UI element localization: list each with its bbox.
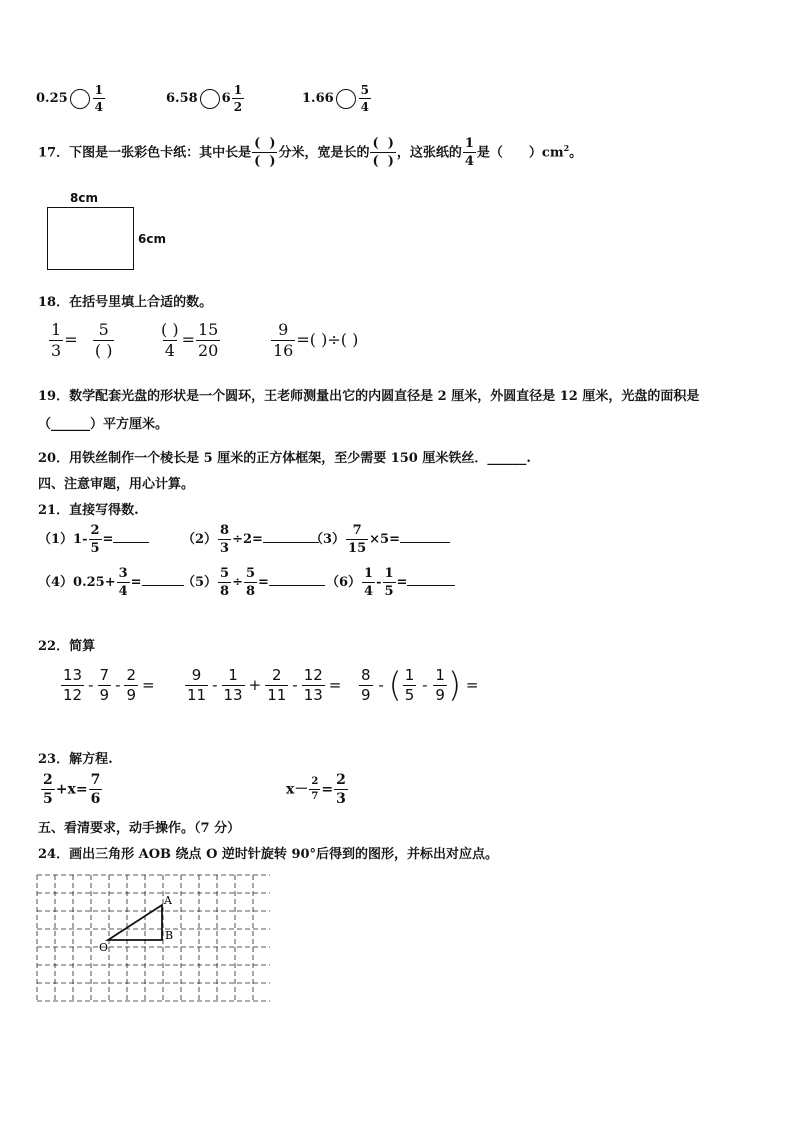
compare-left: 6.58 bbox=[166, 91, 198, 106]
fraction: $\frac{2}{5}$ bbox=[90, 523, 100, 556]
fraction: $\frac{1}{3}$ bbox=[51, 320, 62, 360]
q21-item-4: （4）0.25+ $\frac{3}{4}$ = bbox=[38, 567, 184, 598]
q17-mid2: ，这张纸的 bbox=[396, 145, 462, 161]
fraction: $\frac{15}{20}$ bbox=[197, 320, 219, 360]
label-a: A bbox=[164, 894, 172, 907]
operator: - bbox=[378, 676, 384, 694]
q23-title: 23．解方程. bbox=[38, 752, 113, 767]
question-17 bbox=[38, 128, 582, 173]
fraction: $\frac{12}{13}$ bbox=[303, 666, 323, 704]
label-b: B bbox=[165, 929, 174, 942]
card-rectangle bbox=[47, 207, 134, 270]
fraction[interactable]: $\frac{( )}{4}$ bbox=[161, 320, 179, 360]
compare-circle[interactable] bbox=[336, 89, 356, 109]
q24-title: 24．画出三角形 AOB 绕点 O 逆时针旋转 90°后得到的图形，并标出对应点。 bbox=[38, 847, 499, 862]
q18-expr-1 bbox=[48, 322, 130, 359]
fraction: $\frac{7}{6}$ bbox=[90, 772, 101, 807]
triangle-aob bbox=[108, 905, 162, 940]
section-5-title: 五、看清要求，动手操作。（7 分） bbox=[38, 821, 241, 836]
operator: - bbox=[115, 676, 121, 694]
compare-left: 1.66 bbox=[302, 91, 334, 106]
q21-item-5: （5） $\frac{5}{8}$ ÷ $\frac{5}{8}$ = bbox=[182, 567, 325, 598]
q18-expr-2 bbox=[158, 322, 221, 359]
fraction: $\frac{1}{9}$ bbox=[435, 666, 445, 704]
fraction: $\frac{5}{4}$ bbox=[360, 83, 370, 114]
q17-mid1: 分米，宽是长的 bbox=[278, 145, 370, 161]
answer-blank[interactable] bbox=[269, 585, 325, 586]
q17-prefix: 17．下图是一张彩色卡纸：其中长是 bbox=[38, 145, 252, 161]
q22-expr-1 bbox=[60, 668, 158, 703]
operator: + bbox=[248, 676, 262, 694]
fraction: $\frac{2}{5}$ bbox=[43, 772, 53, 807]
fraction: $\frac{1}{13}$ bbox=[223, 666, 243, 704]
answer-blank[interactable] bbox=[142, 585, 184, 586]
q17-end: 。 bbox=[569, 145, 583, 161]
q22-expr-3 bbox=[358, 665, 479, 706]
blank-fraction[interactable]: $\frac{( )}{( )}$ bbox=[372, 136, 394, 170]
q21-item-2: （2） $\frac{8}{3}$ ÷2= bbox=[182, 524, 319, 555]
fraction: $\frac{1}{5}$ bbox=[384, 566, 394, 599]
equals: = bbox=[142, 676, 155, 694]
left-paren: ( bbox=[388, 665, 402, 706]
fraction: $\frac{2}{3}$ bbox=[336, 772, 346, 807]
label-o: O bbox=[99, 941, 109, 954]
mixed-whole: 6 bbox=[221, 91, 231, 106]
compare-circle[interactable] bbox=[70, 89, 90, 109]
equals: = bbox=[64, 330, 78, 349]
q23-eq-2: x－ $\frac{2}{7}$ = $\frac{2}{3}$ bbox=[286, 772, 346, 807]
fraction: $\frac{1}{5}$ bbox=[404, 666, 415, 704]
answer-blank[interactable] bbox=[113, 542, 149, 543]
compare-circle[interactable] bbox=[200, 89, 220, 109]
fraction: $\frac{9}{11}$ bbox=[187, 666, 207, 704]
dashed-grid bbox=[37, 875, 270, 1001]
fraction: $\frac{2}{9}$ bbox=[126, 666, 137, 704]
equals: = bbox=[465, 676, 479, 694]
fraction: $\frac{5}{8}$ bbox=[246, 566, 256, 599]
fraction: $\frac{1}{4}$ bbox=[464, 136, 474, 170]
fraction: $\frac{5}{8}$ bbox=[220, 566, 230, 599]
fraction: $\frac{8}{9}$ bbox=[361, 666, 371, 704]
rect-top-label: 8cm bbox=[70, 191, 98, 205]
answer-blank[interactable] bbox=[400, 542, 450, 543]
fraction: $\frac{8}{3}$ bbox=[220, 523, 230, 556]
q18-expr-3 bbox=[270, 322, 358, 359]
fraction: $\frac{9}{16}$ bbox=[273, 320, 294, 360]
equals: = bbox=[328, 676, 342, 694]
fraction: $\frac{7}{9}$ bbox=[99, 666, 110, 704]
compare-item-2 bbox=[166, 84, 245, 113]
fraction: $\frac{3}{4}$ bbox=[118, 566, 128, 599]
operator: - bbox=[212, 676, 218, 694]
fraction: $\frac{2}{11}$ bbox=[267, 666, 287, 704]
equals: = bbox=[181, 330, 195, 349]
q19-line1: 19．数学配套光盘的形状是一个圆环，王老师测量出它的内圆直径是 2 厘米，外圆直径是 12 厘米，光盘的面积是 bbox=[38, 389, 700, 404]
fraction: $\frac{13}{12}$ bbox=[63, 666, 83, 704]
fraction: $\frac{1}{4}$ bbox=[94, 83, 104, 114]
q21-title: 21．直接写得数. bbox=[38, 503, 139, 518]
q21-item-6: （6） $\frac{1}{4}$ - $\frac{1}{5}$ = bbox=[326, 567, 455, 598]
compare-left: 0.25 bbox=[36, 91, 68, 106]
fraction: $\frac{7}{15}$ bbox=[348, 523, 367, 556]
q18-title: 18．在括号里填上合适的数。 bbox=[38, 295, 213, 310]
compare-item-1 bbox=[36, 84, 106, 113]
answer-blank[interactable] bbox=[407, 585, 455, 586]
q20-text[interactable]: 20．用铁丝制作一个棱长是 5 厘米的正方体框架，至少需要 150 厘米铁丝．______. bbox=[38, 451, 531, 466]
operator: - bbox=[88, 676, 94, 694]
superscript: 2 bbox=[563, 143, 570, 153]
q22-title: 22．简算 bbox=[38, 639, 96, 654]
q21-item-3: （3） $\frac{7}{15}$ ×5= bbox=[310, 524, 450, 555]
fraction[interactable]: $\frac{5}{( )}$ bbox=[94, 320, 113, 360]
blank-fraction[interactable]: $\frac{( )}{( )}$ bbox=[254, 136, 276, 170]
fraction: $\frac{1}{2}$ bbox=[233, 83, 243, 114]
q23-eq-1: $\frac{2}{5}$ +x= $\frac{7}{6}$ bbox=[43, 772, 101, 807]
division-blank[interactable]: =( )÷( ) bbox=[296, 330, 359, 349]
operator: - bbox=[292, 676, 298, 694]
fraction: $\frac{1}{4}$ bbox=[364, 566, 374, 599]
rect-right-label: 6cm bbox=[138, 232, 166, 246]
fraction: $\frac{2}{7}$ bbox=[311, 776, 319, 802]
q19-line2[interactable]: （______）平方厘米。 bbox=[38, 417, 169, 432]
right-paren: ) bbox=[447, 665, 462, 706]
section-4-title: 四、注意审题，用心计算。 bbox=[38, 477, 195, 492]
grid-figure[interactable] bbox=[36, 872, 270, 1004]
q17-mid3[interactable]: 是（ ）cm bbox=[476, 145, 564, 161]
compare-item-3 bbox=[302, 84, 372, 113]
q22-expr-2 bbox=[184, 668, 344, 703]
q21-item-1: （1）1- $\frac{2}{5}$ = bbox=[38, 524, 149, 555]
operator: - bbox=[422, 676, 428, 694]
